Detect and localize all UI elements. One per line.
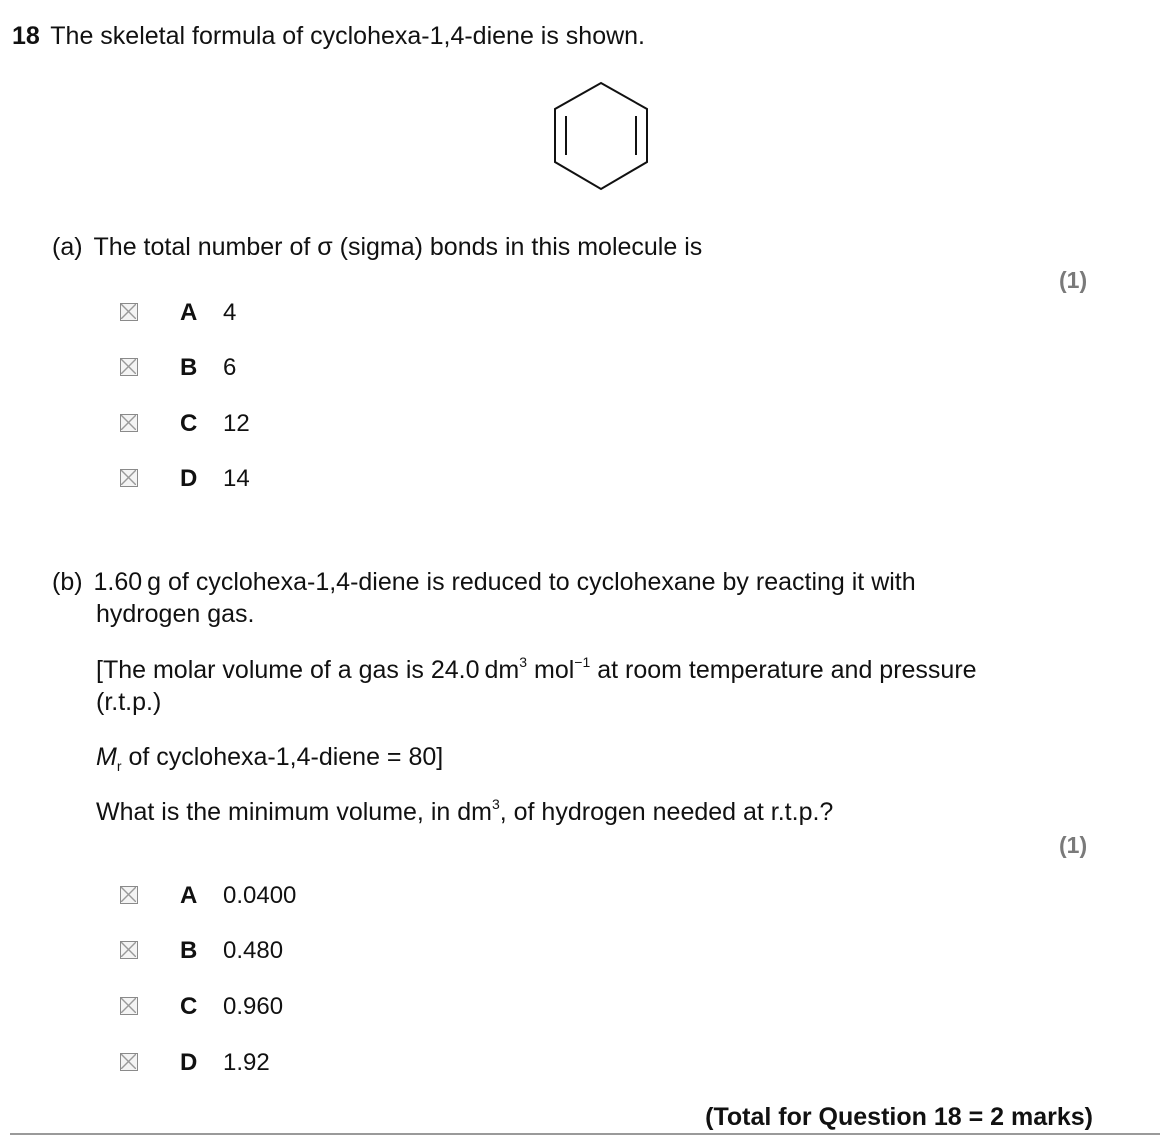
mr-subscript: r <box>116 758 122 774</box>
answer-checkbox[interactable] <box>120 358 138 376</box>
part-b-question <box>96 795 834 827</box>
part-b-question-end: , of hydrogen needed at r.t.p.? <box>499 798 834 826</box>
molar-volume-info <box>96 653 977 685</box>
part-b-line1: 1.60 g of cyclohexa-1,4-diene is reduced to cyclohexane by reacting it with <box>93 568 916 596</box>
option-letter: B <box>180 937 198 964</box>
option-value: 1.92 <box>223 1049 270 1076</box>
cross-box-icon <box>121 998 136 1013</box>
option-value: 6 <box>223 354 237 381</box>
option-letter: C <box>180 993 198 1020</box>
option-letter: D <box>180 1049 198 1076</box>
part-b-question-text: What is the minimum volume, in dm <box>96 798 492 826</box>
option-letter: A <box>180 299 198 326</box>
cross-box-icon <box>121 942 136 957</box>
molar-volume-text: [The molar volume of a gas is 24.0 dm <box>96 656 520 684</box>
answer-checkbox[interactable] <box>120 1053 138 1071</box>
option-letter: A <box>180 882 198 909</box>
part-a-label: (a) <box>52 233 83 261</box>
answer-checkbox[interactable] <box>120 941 138 959</box>
mol-exponent: −1 <box>574 653 591 670</box>
cyclohexadiene-skeletal-formula <box>548 78 658 198</box>
part-b-marks: (1) <box>1059 832 1088 858</box>
part-b-label: (b) <box>52 568 83 596</box>
answer-checkbox[interactable] <box>120 303 138 321</box>
question-header <box>12 22 645 51</box>
cross-box-icon <box>121 415 136 430</box>
part-b-prompt <box>52 568 916 597</box>
cross-box-icon <box>121 1054 136 1069</box>
cross-box-icon <box>121 470 136 485</box>
option-value: 0.960 <box>223 993 284 1020</box>
cross-box-icon <box>121 887 136 902</box>
answer-checkbox[interactable] <box>120 414 138 432</box>
mr-symbol: M <box>96 743 117 771</box>
answer-checkbox[interactable] <box>120 469 138 487</box>
part-a-text: The total number of σ (sigma) bonds in this molecule is <box>93 233 703 261</box>
option-value: 0.0400 <box>223 882 297 909</box>
part-a-marks: (1) <box>1059 267 1088 293</box>
dm-exponent: 3 <box>519 653 528 670</box>
option-value: 14 <box>223 465 250 492</box>
part-b-line2: hydrogen gas. <box>96 600 255 628</box>
bottom-divider <box>10 1133 1160 1135</box>
option-letter: D <box>180 465 198 492</box>
part-a-prompt <box>52 233 702 262</box>
option-value: 4 <box>223 299 237 326</box>
rtp-abbreviation: (r.t.p.) <box>96 688 162 716</box>
question-stem: The skeletal formula of cyclohexa-1,4-diene is shown. <box>50 22 646 50</box>
option-value: 12 <box>223 410 250 437</box>
relative-molecular-mass <box>96 743 443 772</box>
question-number: 18 <box>12 22 40 50</box>
option-letter: B <box>180 354 198 381</box>
cross-box-icon <box>121 359 136 374</box>
answer-checkbox[interactable] <box>120 997 138 1015</box>
option-value: 0.480 <box>223 937 284 964</box>
option-letter: C <box>180 410 198 437</box>
cross-box-icon <box>121 304 136 319</box>
mol-text: mol <box>527 656 575 684</box>
rtp-text: at room temperature and pressure <box>590 656 977 684</box>
mr-value-text: of cyclohexa-1,4-diene = 80] <box>121 743 444 771</box>
question-total-marks: (Total for Question 18 = 2 marks) <box>705 1103 1093 1131</box>
volume-exponent: 3 <box>491 795 500 812</box>
answer-checkbox[interactable] <box>120 886 138 904</box>
